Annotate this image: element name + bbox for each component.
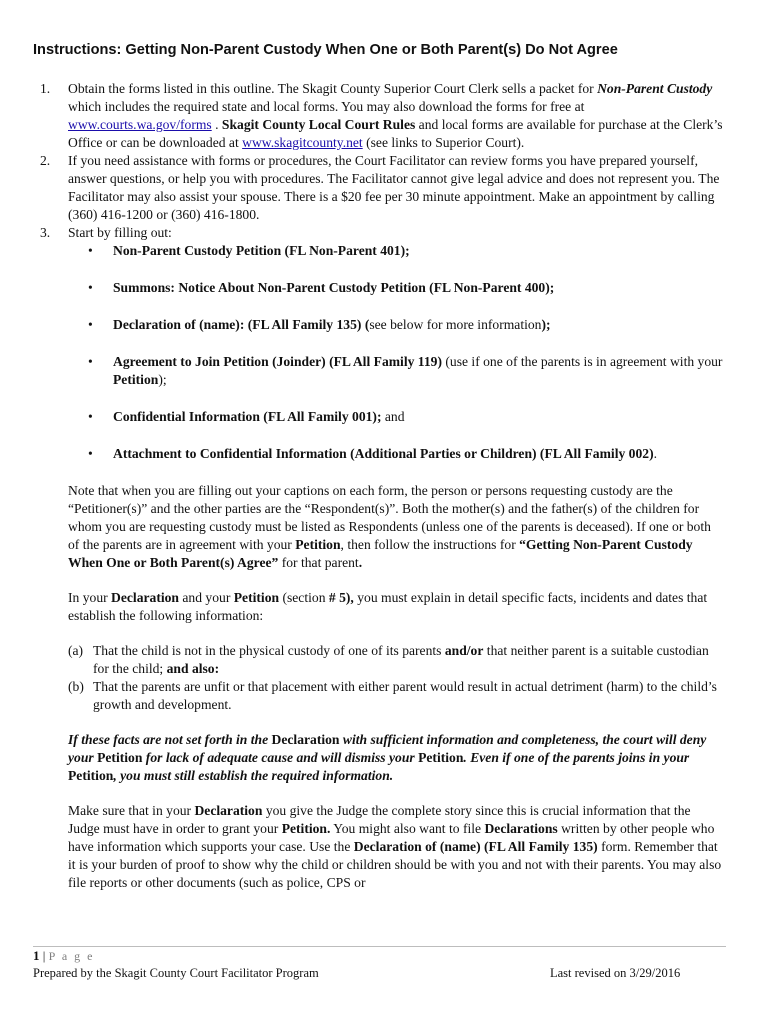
skagit-county-link[interactable]: www.skagitcounty.net <box>242 135 363 150</box>
form-note: (use if one of the parents is in agreement with your <box>441 354 723 369</box>
page-separator: | <box>39 948 49 963</box>
emphasis-text: . <box>358 555 363 570</box>
list-item <box>88 408 725 426</box>
bullet-icon: • <box>88 243 93 258</box>
bullet-icon: • <box>88 280 93 295</box>
para-text: that neither parent is a suitable custodian for the child; <box>93 643 709 676</box>
para-text: Make sure that in your <box>68 803 195 818</box>
requirement-label: (b) <box>68 679 84 694</box>
step-number: 3. <box>40 225 51 240</box>
step-1 <box>40 80 725 152</box>
para-text: you give the Judge the complete story since this is crucial information that the Judge must have in order to grant your <box>68 803 691 836</box>
warning-text: , you must still establish the required information. <box>113 768 394 783</box>
requirement-a <box>68 642 725 678</box>
emphasis-text: Non-Parent Custody <box>597 81 713 96</box>
form-note: see below for more information <box>369 317 542 332</box>
emphasis-text: Declarations <box>484 821 558 836</box>
step-number: 1. <box>40 81 51 96</box>
list-item <box>88 316 725 334</box>
emphasis-text: “Getting Non-Parent Custody When One or Both Parent(s) Agree” <box>68 537 693 570</box>
warning-text: If these facts are not set forth in the <box>68 732 272 747</box>
complete-story-paragraph <box>40 802 725 892</box>
list-item <box>88 353 725 389</box>
emphasis-text: Petition. <box>281 821 331 836</box>
list-item <box>88 445 725 463</box>
step-text: Obtain the forms listed in this outline. The Skagit County Superior Court Clerk sells a packet for <box>68 81 598 96</box>
list-item <box>88 242 725 260</box>
page-number-value: 1 <box>33 948 40 963</box>
warning-paragraph <box>40 731 725 785</box>
bullet-icon: • <box>88 409 93 424</box>
declaration-paragraph <box>40 589 725 625</box>
page-number <box>33 948 95 964</box>
emphasis-text: Declaration <box>271 732 340 747</box>
emphasis-text: Petition <box>418 750 464 765</box>
form-name: Summons: Notice About Non-Parent Custody Petition (FL Non-Parent 400); <box>113 280 555 295</box>
requirements-list <box>40 642 725 714</box>
warning-text: for lack of adequate cause and will dismiss your <box>142 750 419 765</box>
emphasis-text: Declaration of (name) (FL All Family 135) <box>353 839 598 854</box>
form-name: Petition <box>113 372 159 387</box>
form-name: Attachment to Confidential Information (Additional Parties or Children) (FL All Family 002) <box>113 446 654 461</box>
para-text: written by other people who have information which supports your case. Use the <box>68 821 715 854</box>
step-3 <box>40 224 725 242</box>
emphasis-text: Declaration <box>111 590 179 605</box>
para-text: (section <box>279 590 329 605</box>
emphasis-text: # 5), <box>328 590 354 605</box>
form-name: Declaration of (name): (FL All Family 135) ( <box>113 317 370 332</box>
requirement-label: (a) <box>68 643 84 658</box>
form-name: ); <box>541 317 551 332</box>
bullet-icon: • <box>88 446 93 461</box>
form-name: Agreement to Join Petition (Joinder) (FL All Family 119) <box>113 354 442 369</box>
page-title: Instructions: Getting Non-Parent Custody When One or Both Parent(s) Do Not Agree <box>33 42 618 58</box>
warning-text: with sufficient information and completeness, the court will deny your <box>68 732 707 765</box>
note-text: , then follow the instructions for <box>340 537 520 552</box>
emphasis-text: and also: <box>166 661 220 676</box>
para-text: That the parents are unfit or that placement with either parent would result in actual detriment (harm) to the child’s growth and development. <box>93 679 717 712</box>
list-item <box>88 279 725 297</box>
page-word: P a g e <box>48 949 95 963</box>
form-note: ); <box>158 372 167 387</box>
form-name: Confidential Information (FL All Family 001); <box>113 409 382 424</box>
step-text: If you need assistance with forms or procedures, the Court Facilitator can review forms you have prepared yourself, answer questions, or help you with procedures. The Facilitator cannot give legal advice and does not represent you. The Facilitator may also assist your spouse. There is a $20 fee per 30 minute appointment. Make an appointment by calling (360) 416-1200 or (360) 416-1800. <box>68 153 720 222</box>
prepared-by: Prepared by the Skagit County Court Facilitator Program <box>33 966 319 980</box>
form-name: Non-Parent Custody Petition (FL Non-Parent 401); <box>113 243 410 258</box>
step-2 <box>40 152 725 224</box>
emphasis-text: Petition <box>68 768 114 783</box>
bullet-icon: • <box>88 317 93 332</box>
step-text: Start by filling out: <box>68 225 172 240</box>
emphasis-text: Petition <box>295 537 341 552</box>
emphasis-text: and/or <box>444 643 484 658</box>
note-text: for that parent <box>278 555 359 570</box>
forms-list <box>40 242 725 463</box>
step-text: which includes the required state and local forms. You may also download the forms for free at <box>68 99 585 114</box>
step-text: . <box>211 117 222 132</box>
form-note: and <box>381 409 405 424</box>
courts-forms-link[interactable]: www.courts.wa.gov/forms <box>68 117 212 132</box>
step-text: (see links to Superior Court). <box>362 135 525 150</box>
emphasis-text: Petition <box>97 750 143 765</box>
para-text: In your <box>68 590 112 605</box>
emphasis-text: Declaration <box>194 803 263 818</box>
document-body <box>40 80 725 892</box>
para-text: That the child is not in the physical custody of one of its parents <box>93 643 445 658</box>
emphasis-text: Petition <box>233 590 280 605</box>
step-number: 2. <box>40 153 51 168</box>
para-text: and your <box>179 590 234 605</box>
requirement-b <box>68 678 725 714</box>
para-text: form. Remember that it is your burden of proof to show why the child or children should be with you and not with their parents. You may also file reports or other documents (such as police, CPS or <box>68 839 722 890</box>
form-note: . <box>653 446 657 461</box>
emphasis-text: Skagit County Local Court Rules <box>221 117 416 132</box>
note-text: Note that when you are filling out your captions on each form, the person or persons requesting custody are the “Petitioner(s)” and the other parties are the “Respondent(s)”. Both the mother(s) and the father(s) of the children for whom you are requesting custody must be listed as Respondents (unless one of the parents is deceased). If one or both of the parents are in agreement with your <box>68 483 711 552</box>
warning-text: . Even if one of the parents joins in your <box>463 750 690 765</box>
step-text: and local forms are available for purchase at the Clerk’s Office or can be downloaded at <box>68 117 723 150</box>
last-revised: Last revised on 3/29/2016 <box>550 966 681 980</box>
para-text: you must explain in detail specific facts, incidents and dates that establish the following information: <box>68 590 708 623</box>
para-text: You might also want to file <box>330 821 485 836</box>
bullet-icon: • <box>88 354 93 369</box>
footer-divider <box>33 946 726 947</box>
caption-note <box>40 482 725 572</box>
